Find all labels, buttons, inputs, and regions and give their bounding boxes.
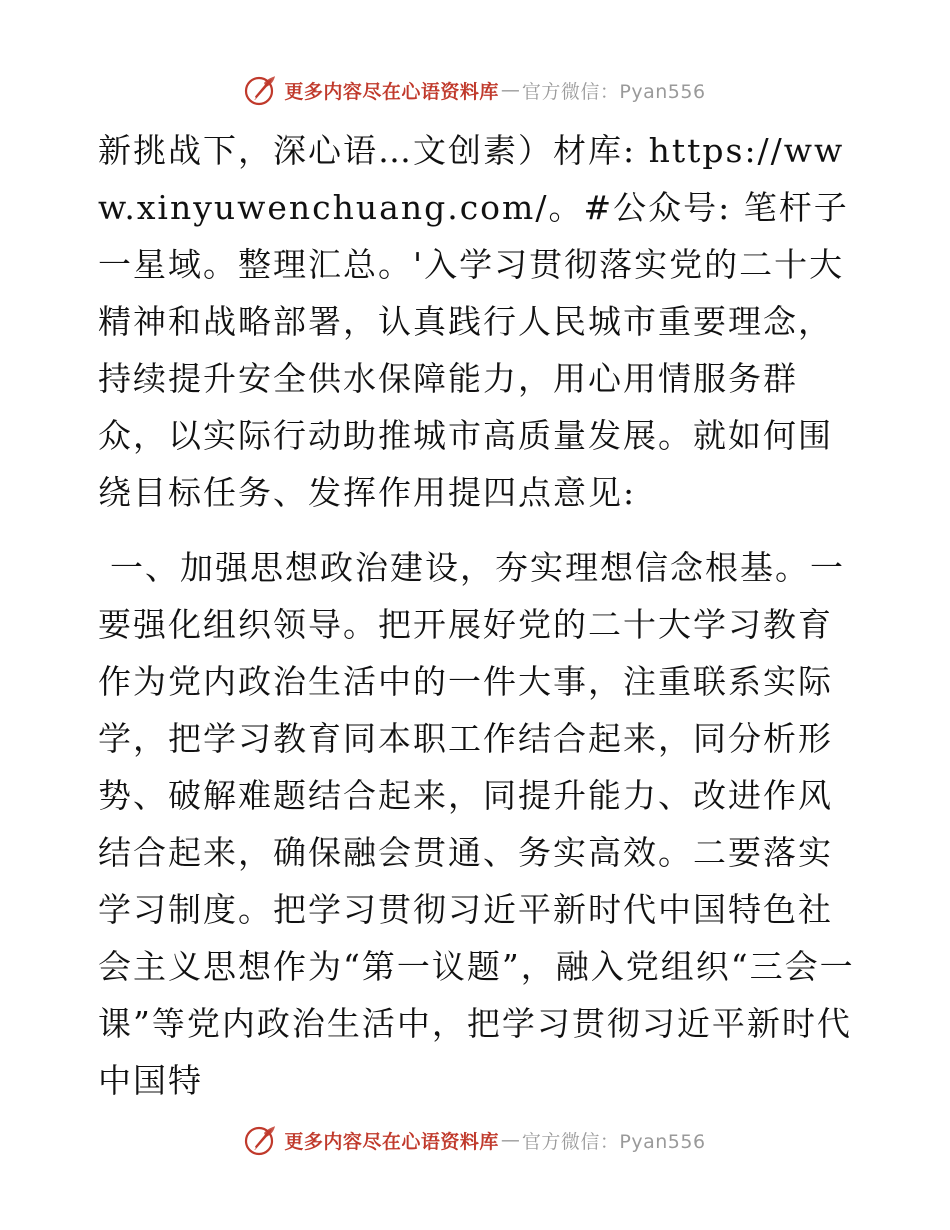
document-body: [98, 122, 858, 1109]
footer-banner: [0, 1120, 950, 1160]
header-brand-text: 更多内容尽在心语资料库: [284, 80, 499, 103]
quill-pen-logo-icon: [244, 73, 278, 107]
body-paragraph-2: 一、加强思想政治建设，夯实理想信念根基。一要强化组织领导。把开展好党的二十大学习教育作为党内政治生活中的一件大事，注重联系实际学，把学习教育同本职工作结合起来，同分析形势、破解难题结合起来，同提升能力、改进作风结合起来，确保融会贯通、务实高效。二要落实学习制度。把学习贯彻习近平新时代中国特色社会主义思想作为“第一议题”，融入党组织“三会一课”等党内政治生活中，把学习贯彻习近平新时代中国特: [98, 548, 855, 1100]
header-separator: —: [500, 79, 520, 101]
body-paragraph-1: 新挑战下，深心语…文创素）材库: https://www.xinyuwenchuang.com/。#公众号: 笔杆子一星域。整理汇总。'入学习贯彻落实党的二十大精神和战略部署，认真践行人民城市重要理念，持续提升安全供水保障能力，用心用情服务群众，以实际行动助推城市高质量发展。就如何围绕目标任务、发挥作用提四点意见:: [98, 131, 849, 512]
quill-pen-logo-icon: [244, 1123, 278, 1157]
header-contact-text: 官方微信：Pyan556: [521, 80, 706, 103]
footer-separator: —: [500, 1129, 520, 1151]
header-banner: [0, 70, 950, 110]
footer-brand-text: 更多内容尽在心语资料库: [284, 1130, 499, 1153]
footer-contact-text: 官方微信：Pyan556: [521, 1130, 706, 1153]
